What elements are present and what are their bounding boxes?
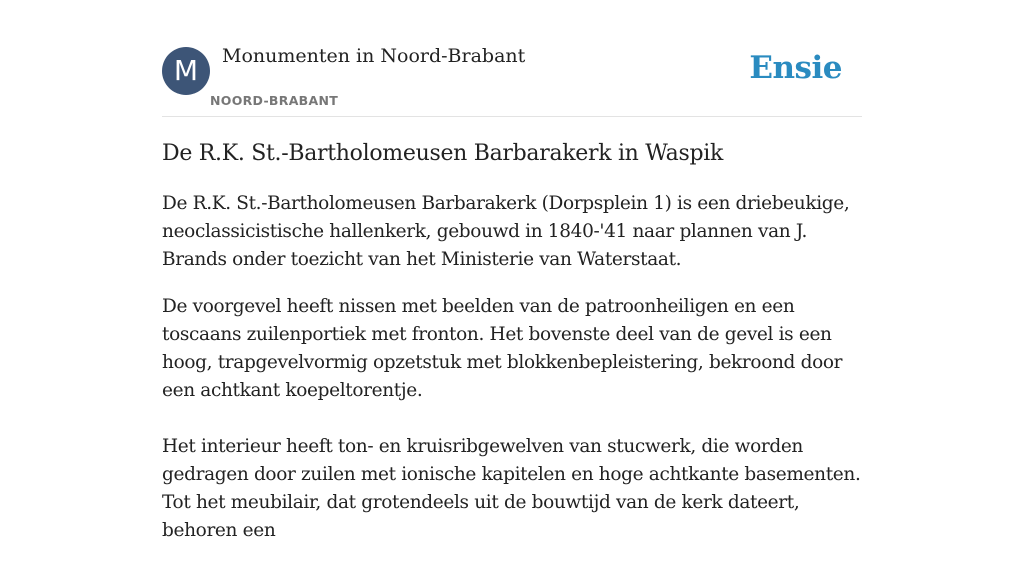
article-paragraph: De R.K. St.-Bartholomeusen Barbarakerk (Dorpsplein 1) is een driebeukige, neoclassicistische hallenkerk, gebouwd in 1840-'41 naar plannen van J. Brands onder toezicht van het Ministerie van Waterstaat. (162, 193, 850, 270)
category-link[interactable]: NOORD-BRABANT (210, 93, 339, 108)
ensie-logo[interactable]: Ensie (749, 50, 842, 86)
avatar[interactable]: M (162, 47, 210, 95)
site-title-link[interactable]: Monumenten in Noord-Brabant (222, 45, 526, 67)
article-paragraph: De voorgevel heeft nissen met beelden van de patroonheiligen en een toscaans zuilenportiek met fronton. Het bovenste deel van de gevel is een hoog, trapgevelvormig opzetstuk met blokkenbepleistering, bekroond door een achtkant koepeltorentje. (162, 296, 843, 401)
article-title: De R.K. St.-Bartholomeusen Barbarakerk in Waspik (162, 141, 724, 166)
site-header (162, 0, 862, 117)
article-paragraph: Het interieur heeft ton- en kruisribgewelven van stucwerk, die worden gedragen door zuilen met ionische kapitelen en hoge achtkante basementen. Tot het meubilair, dat grotendeels uit de bouwtijd van de kerk dateert, behoren een (162, 436, 861, 541)
article (162, 138, 862, 564)
